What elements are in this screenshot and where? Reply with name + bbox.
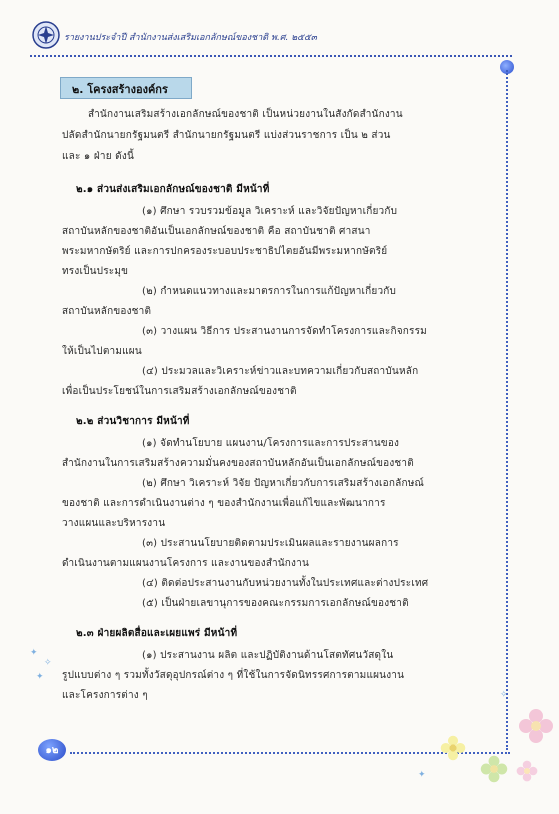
body-line: (๔) ประมวลและวิเคราะห์ข่าวและบทความเกี่ยวกับสถาบันหลัก	[142, 366, 419, 377]
intro-line: สำนักงานเสริมสร้างเอกลักษณ์ของชาติ เป็นหน่วยงานในสังกัดสำนักงาน	[88, 109, 403, 120]
section-title: ๒. โครงสร้างองค์กร	[72, 83, 168, 96]
body-line: วางแผนและบริหารงาน	[62, 518, 166, 529]
body-line: (๕) เป็นฝ่ายเลขานุการของคณะกรรมการเอกลักษณ์ของชาติ	[142, 598, 409, 609]
flower-icon	[480, 755, 508, 783]
body-line: ทรงเป็นประมุข	[62, 266, 129, 277]
body-line: (๓) ประสานนโยบายติดตามประเมินผลและรายงานผลการ	[142, 538, 399, 549]
sparkle-icon: ✧	[500, 690, 508, 700]
body-line: เพื่อเป็นประโยชน์ในการเสริมสร้างเอกลักษณ์ของชาติ	[62, 386, 297, 397]
body-line: ของชาติ และการดำเนินงานต่าง ๆ ของสำนักงานเพื่อแก้ไขและพัฒนาการ	[62, 498, 386, 509]
body-line: (๔) ติดต่อประสานงานกับหน่วยงานทั้งในประเทศและต่างประเทศ	[142, 578, 429, 589]
flower-icon	[440, 735, 466, 761]
flower-icon	[518, 708, 554, 744]
sparkle-icon: ✦	[30, 648, 38, 658]
intro-line: ปลัดสำนักนายกรัฐมนตรี สำนักนายกรัฐมนตรี แบ่งส่วนราชการ เป็น ๒ ส่วน	[62, 130, 391, 141]
body-line: (๒) ศึกษา วิเคราะห์ วิจัย ปัญหาเกี่ยวกับการเสริมสร้างเอกลักษณ์	[142, 478, 424, 489]
body-line: สำนักงานในการเสริมสร้างความมั่นคงของสถาบันหลักอันเป็นเอกลักษณ์ของชาติ	[62, 458, 414, 469]
body-line: (๑) ศึกษา รวบรวมข้อมูล วิเคราะห์ และวิจัยปัญหาเกี่ยวกับ	[142, 206, 398, 217]
body-line: และโครงการต่าง ๆ	[62, 690, 148, 701]
emblem-icon	[32, 20, 60, 50]
subsection-heading: ๒.๒ ส่วนวิชาการ มีหน้าที่	[76, 416, 190, 427]
body-line: (๑) ประสานงาน ผลิต และปฏิบัติงานด้านโสตทัศนวัสดุใน	[142, 650, 394, 661]
header-divider	[30, 55, 512, 57]
page-number: ๑๒	[45, 745, 59, 756]
header-title: รายงานประจำปี สำนักงานส่งเสริมเอกลักษณ์ของชาติ พ.ศ. ๒๕๕๓	[64, 33, 317, 43]
page-header	[0, 20, 559, 58]
intro-line: และ ๑ ฝ่าย ดังนี้	[62, 151, 134, 162]
subsection-heading: ๒.๑ ส่วนส่งเสริมเอกลักษณ์ของชาติ มีหน้าที่	[76, 184, 270, 195]
sparkle-icon: ✧	[44, 658, 52, 668]
subsection-heading: ๒.๓ ฝ่ายผลิตสื่อและเผยแพร่ มีหน้าที่	[76, 628, 238, 639]
right-border	[506, 70, 508, 750]
body-line: (๒) กำหนดแนวทางและมาตรการในการแก้ปัญหาเกี่ยวกับ	[142, 286, 397, 297]
sparkle-icon: ✦	[418, 770, 426, 780]
body-line: ดำเนินงานตามแผนงานโครงการ และงานของสำนักงาน	[62, 558, 309, 569]
body-line: ให้เป็นไปตามแผน	[62, 346, 142, 357]
body-line: รูปแบบต่าง ๆ รวมทั้งวัสดุอุปกรณ์ต่าง ๆ ที่ใช้ในการจัดนิทรรศการตามแผนงาน	[62, 670, 405, 681]
body-line: (๓) วางแผน วิธีการ ประสานงานการจัดทำโครงการและกิจกรรม	[142, 326, 427, 337]
body-line: สถาบันหลักของชาติอันเป็นเอกลักษณ์ของชาติ คือ สถาบันชาติ ศาสนา	[62, 226, 371, 237]
flower-icon	[516, 760, 538, 782]
body-line: สถาบันหลักของชาติ	[62, 306, 152, 317]
body-line: พระมหากษัตริย์ และการปกครองระบอบประชาธิปไตยอันมีพระมหากษัตริย์	[62, 246, 388, 257]
body-line: (๑) จัดทำนโยบาย แผนงาน/โครงการและการประสานของ	[142, 438, 400, 449]
sparkle-icon: ✦	[36, 672, 44, 682]
